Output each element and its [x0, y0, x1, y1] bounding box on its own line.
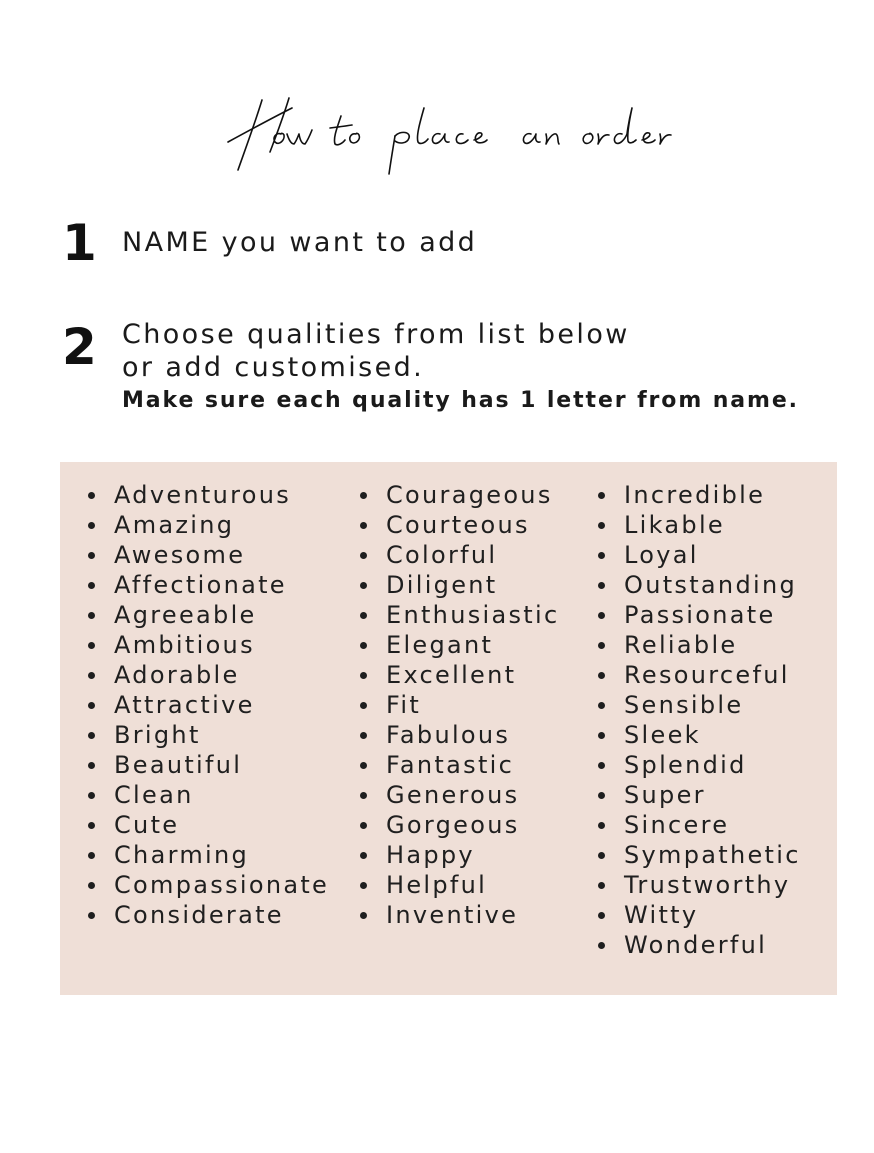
quality-label: Attractive: [114, 691, 255, 719]
page-title: [0, 78, 874, 178]
quality-label: Trustworthy: [624, 871, 791, 899]
bullet-icon: [88, 582, 95, 589]
quality-label: Gorgeous: [386, 811, 520, 839]
quality-label: Incredible: [624, 481, 766, 509]
quality-label: Sincere: [624, 811, 730, 839]
quality-label: Compassionate: [114, 871, 330, 899]
bullet-icon: [598, 732, 605, 739]
quality-list-item: [360, 630, 559, 660]
bullet-icon: [360, 852, 367, 859]
step-2: [62, 318, 799, 418]
bullet-icon: [360, 762, 367, 769]
quality-label: Fit: [386, 691, 422, 719]
bullet-icon: [360, 792, 367, 799]
quality-label: Super: [624, 781, 706, 809]
quality-list-item: [598, 690, 801, 720]
quality-label: Helpful: [386, 871, 488, 899]
bullet-icon: [88, 792, 95, 799]
qualities-column-1: [88, 480, 329, 930]
quality-list-item: [88, 510, 329, 540]
bullet-icon: [88, 552, 95, 559]
quality-label: Passionate: [624, 601, 776, 629]
bullet-icon: [88, 522, 95, 529]
bullet-icon: [88, 822, 95, 829]
quality-label: Loyal: [624, 541, 699, 569]
bullet-icon: [598, 522, 605, 529]
quality-list-item: [598, 840, 801, 870]
bullet-icon: [598, 912, 605, 919]
bullet-icon: [598, 792, 605, 799]
bullet-icon: [360, 912, 367, 919]
quality-list-item: [360, 600, 559, 630]
bullet-icon: [88, 882, 95, 889]
bullet-icon: [360, 522, 367, 529]
quality-list-item: [88, 480, 329, 510]
quality-label: Resourceful: [624, 661, 790, 689]
quality-label: Charming: [114, 841, 250, 869]
quality-label: Agreeable: [114, 601, 257, 629]
quality-list-item: [360, 540, 559, 570]
quality-label: Sensible: [624, 691, 744, 719]
quality-label: Diligent: [386, 571, 498, 599]
bullet-icon: [360, 732, 367, 739]
bullet-icon: [598, 852, 605, 859]
quality-label: Cute: [114, 811, 180, 839]
quality-list-item: [360, 660, 559, 690]
bullet-icon: [598, 762, 605, 769]
quality-label: Awesome: [114, 541, 246, 569]
quality-label: Reliable: [624, 631, 738, 659]
quality-list-item: [88, 780, 329, 810]
qualities-column-2: [360, 480, 559, 930]
bullet-icon: [598, 822, 605, 829]
handwritten-title-script: [0, 78, 874, 178]
quality-label: Colorful: [386, 541, 498, 569]
quality-list-item: [598, 810, 801, 840]
quality-list-item: [360, 720, 559, 750]
quality-label: Clean: [114, 781, 194, 809]
bullet-icon: [360, 492, 367, 499]
quality-label: Generous: [386, 781, 520, 809]
quality-label: Fabulous: [386, 721, 511, 749]
step-1-line: NAME you want to add: [122, 227, 478, 258]
quality-list-item: [88, 540, 329, 570]
quality-list-item: [88, 690, 329, 720]
bullet-icon: [88, 672, 95, 679]
quality-list-item: [360, 690, 559, 720]
bullet-icon: [88, 732, 95, 739]
quality-label: Inventive: [386, 901, 519, 929]
quality-list-item: [360, 510, 559, 540]
quality-list-item: [598, 600, 801, 630]
quality-label: Considerate: [114, 901, 284, 929]
quality-list-item: [88, 750, 329, 780]
quality-label: Elegant: [386, 631, 494, 659]
quality-list-item: [360, 900, 559, 930]
bullet-icon: [88, 702, 95, 709]
quality-label: Wonderful: [624, 931, 768, 959]
bullet-icon: [598, 582, 605, 589]
quality-label: Splendid: [624, 751, 747, 779]
quality-list-item: [598, 720, 801, 750]
bullet-icon: [88, 492, 95, 499]
quality-label: Outstanding: [624, 571, 797, 599]
bullet-icon: [598, 552, 605, 559]
quality-list-item: [360, 810, 559, 840]
quality-list-item: [598, 870, 801, 900]
quality-label: Courageous: [386, 481, 553, 509]
bullet-icon: [88, 612, 95, 619]
quality-label: Happy: [386, 841, 475, 869]
quality-list-item: [598, 570, 801, 600]
quality-label: Ambitious: [114, 631, 255, 659]
bullet-icon: [360, 882, 367, 889]
quality-list-item: [88, 870, 329, 900]
quality-list-item: [88, 720, 329, 750]
quality-label: Amazing: [114, 511, 235, 539]
bullet-icon: [360, 822, 367, 829]
bullet-icon: [598, 942, 605, 949]
quality-list-item: [360, 570, 559, 600]
quality-list-item: [598, 480, 801, 510]
quality-label: Enthusiastic: [386, 601, 560, 629]
bullet-icon: [88, 912, 95, 919]
quality-list-item: [598, 750, 801, 780]
bullet-icon: [88, 642, 95, 649]
quality-label: Likable: [624, 511, 725, 539]
quality-list-item: [360, 480, 559, 510]
quality-list-item: [360, 750, 559, 780]
quality-label: Adorable: [114, 661, 240, 689]
bullet-icon: [88, 762, 95, 769]
quality-label: Sleek: [624, 721, 701, 749]
bullet-icon: [598, 642, 605, 649]
bullet-icon: [598, 702, 605, 709]
bullet-icon: [360, 642, 367, 649]
bullet-icon: [598, 612, 605, 619]
quality-label: Beautiful: [114, 751, 243, 779]
bullet-icon: [360, 612, 367, 619]
quality-list-item: [88, 660, 329, 690]
qualities-column-3: [598, 480, 801, 960]
quality-label: Adventurous: [114, 481, 292, 509]
step-2-note: Make sure each quality has 1 letter from name.: [122, 388, 799, 413]
bullet-icon: [360, 582, 367, 589]
step-2-line: or add customised.: [122, 352, 425, 383]
quality-list-item: [88, 570, 329, 600]
quality-list-item: [360, 840, 559, 870]
step-1-number: 1: [62, 214, 97, 272]
step-2-text: [122, 318, 799, 418]
step-2-number: 2: [62, 318, 97, 376]
quality-label: Excellent: [386, 661, 517, 689]
bullet-icon: [360, 552, 367, 559]
quality-list-item: [360, 780, 559, 810]
quality-label: Fantastic: [386, 751, 515, 779]
quality-label: Affectionate: [114, 571, 287, 599]
quality-label: Courteous: [386, 511, 530, 539]
quality-list-item: [598, 630, 801, 660]
bullet-icon: [88, 852, 95, 859]
quality-list-item: [598, 900, 801, 930]
bullet-icon: [598, 882, 605, 889]
quality-list-item: [598, 780, 801, 810]
bullet-icon: [598, 492, 605, 499]
quality-label: Bright: [114, 721, 201, 749]
quality-label: Sympathetic: [624, 841, 801, 869]
step-1: [62, 214, 478, 272]
quality-label: Witty: [624, 901, 699, 929]
quality-list-item: [598, 660, 801, 690]
quality-list-item: [598, 930, 801, 960]
bullet-icon: [598, 672, 605, 679]
bullet-icon: [360, 672, 367, 679]
qualities-panel: [60, 462, 837, 995]
bullet-icon: [360, 702, 367, 709]
quality-list-item: [598, 540, 801, 570]
quality-list-item: [88, 900, 329, 930]
quality-list-item: [88, 630, 329, 660]
quality-list-item: [88, 600, 329, 630]
step-1-text: [122, 218, 477, 259]
step-2-line: Choose qualities from list below: [122, 319, 630, 350]
quality-list-item: [360, 870, 559, 900]
quality-list-item: [598, 510, 801, 540]
quality-list-item: [88, 810, 329, 840]
quality-list-item: [88, 840, 329, 870]
